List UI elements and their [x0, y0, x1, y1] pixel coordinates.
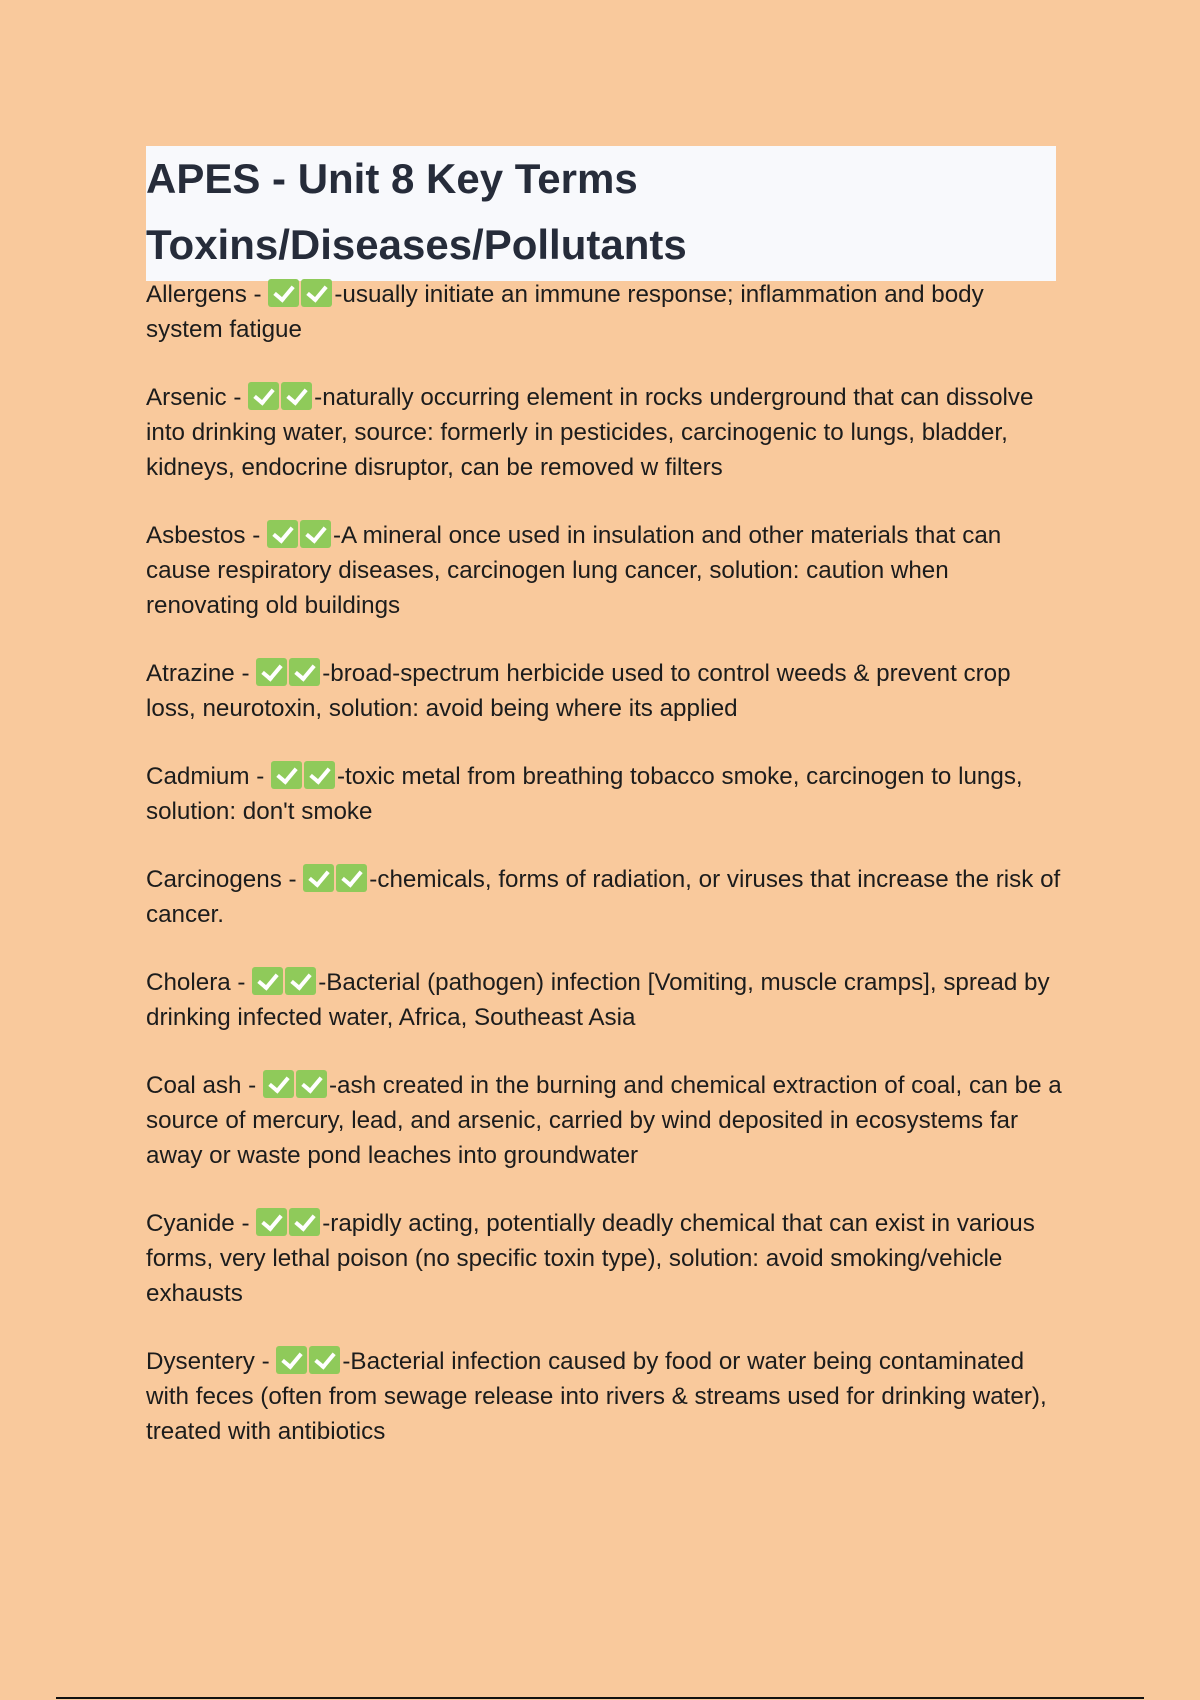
term-entry-cadmium: [146, 759, 1066, 829]
double-check-icon: [267, 518, 333, 553]
term-entry-cyanide: [146, 1206, 1066, 1311]
term-entry-coal-ash: [146, 1068, 1066, 1173]
check-mark-button-icon: [276, 1346, 307, 1374]
page-title: APES - Unit 8 Key Terms: [146, 155, 638, 202]
check-mark-button-icon: [296, 1070, 327, 1098]
term-name: Allergens -: [146, 281, 269, 308]
check-mark-button-icon: [267, 520, 298, 548]
term-name: Cadmium -: [146, 763, 271, 790]
check-mark-button-icon: [271, 761, 302, 789]
check-mark-button-icon: [289, 1208, 320, 1236]
double-check-icon: [271, 759, 337, 794]
term-definition: -Bacterial (pathogen) infection [Vomiting, muscle cramps], spread by drinking infected water, Africa, Southeast Asia: [146, 969, 1050, 1031]
term-name: Arsenic -: [146, 384, 249, 411]
term-definition: -broad-spectrum herbicide used to control weeds & prevent crop loss, neurotoxin, solution: avoid being where its applied: [146, 660, 1011, 722]
check-mark-button-icon: [268, 279, 299, 307]
double-check-icon: [268, 277, 334, 312]
double-check-icon: [248, 380, 314, 415]
check-mark-button-icon: [303, 864, 334, 892]
check-mark-button-icon: [289, 658, 320, 686]
page-bottom-divider: [56, 1697, 1144, 1699]
term-entry-arsenic: [146, 380, 1066, 485]
term-name: Cyanide -: [146, 1210, 257, 1237]
term-entry-asbestos: [146, 518, 1066, 623]
term-entry-atrazine: [146, 656, 1066, 726]
term-name: Cholera -: [146, 969, 253, 996]
check-mark-button-icon: [248, 382, 279, 410]
check-mark-button-icon: [252, 967, 283, 995]
term-definition: -Bacterial infection caused by food or water being contaminated with feces (often from sewage release into rivers & streams used for drinking water), treated with antibiotics: [146, 1348, 1047, 1445]
term-definition: -ash created in the burning and chemical extraction of coal, can be a source of mercury, lead, and arsenic, carried by wind deposited in ecosystems far away or waste pond leaches into groundwater: [146, 1072, 1062, 1169]
double-check-icon: [276, 1344, 342, 1379]
double-check-icon: [256, 1206, 322, 1241]
check-mark-button-icon: [263, 1070, 294, 1098]
double-check-icon: [256, 656, 322, 691]
double-check-icon: [252, 965, 318, 1000]
term-name: Coal ash -: [146, 1072, 263, 1099]
term-definition: -rapidly acting, potentially deadly chemical that can exist in various forms, very lethal poison (no specific toxin type), solution: avoid smoking/vehicle exhausts: [146, 1210, 1035, 1307]
term-entry-carcinogens: [146, 862, 1066, 932]
check-mark-button-icon: [300, 520, 331, 548]
term-name: Asbestos -: [146, 522, 267, 549]
term-definition: -toxic metal from breathing tobacco smoke, carcinogen to lungs, solution: don't smoke: [146, 763, 1023, 825]
term-definition: -chemicals, forms of radiation, or viruses that increase the risk of cancer.: [146, 866, 1061, 928]
check-mark-button-icon: [336, 864, 367, 892]
check-mark-button-icon: [301, 279, 332, 307]
check-mark-button-icon: [285, 967, 316, 995]
term-name: Carcinogens -: [146, 866, 304, 893]
term-entry-allergens: [146, 277, 1066, 347]
term-entry-dysentery: [146, 1344, 1066, 1449]
check-mark-button-icon: [281, 382, 312, 410]
double-check-icon: [303, 862, 369, 897]
check-mark-button-icon: [309, 1346, 340, 1374]
check-mark-button-icon: [304, 761, 335, 789]
page-subtitle: Toxins/Diseases/Pollutants: [146, 221, 687, 268]
term-name: Dysentery -: [146, 1348, 277, 1375]
term-entry-cholera: [146, 965, 1066, 1035]
check-mark-button-icon: [256, 658, 287, 686]
term-name: Atrazine -: [146, 660, 257, 687]
double-check-icon: [263, 1068, 329, 1103]
term-definition: -usually initiate an immune response; inflammation and body system fatigue: [146, 281, 984, 343]
terms-list: [146, 277, 1066, 1482]
title-block: [146, 146, 1056, 281]
term-definition: -A mineral once used in insulation and other materials that can cause respiratory diseases, carcinogen lung cancer, solution: caution when renovating old buildings: [146, 522, 1002, 619]
term-definition: -naturally occurring element in rocks underground that can dissolve into drinking water, source: formerly in pesticides, carcinogenic to lungs, bladder, kidneys, endocrine disruptor, can be removed w filters: [146, 384, 1034, 481]
check-mark-button-icon: [256, 1208, 287, 1236]
